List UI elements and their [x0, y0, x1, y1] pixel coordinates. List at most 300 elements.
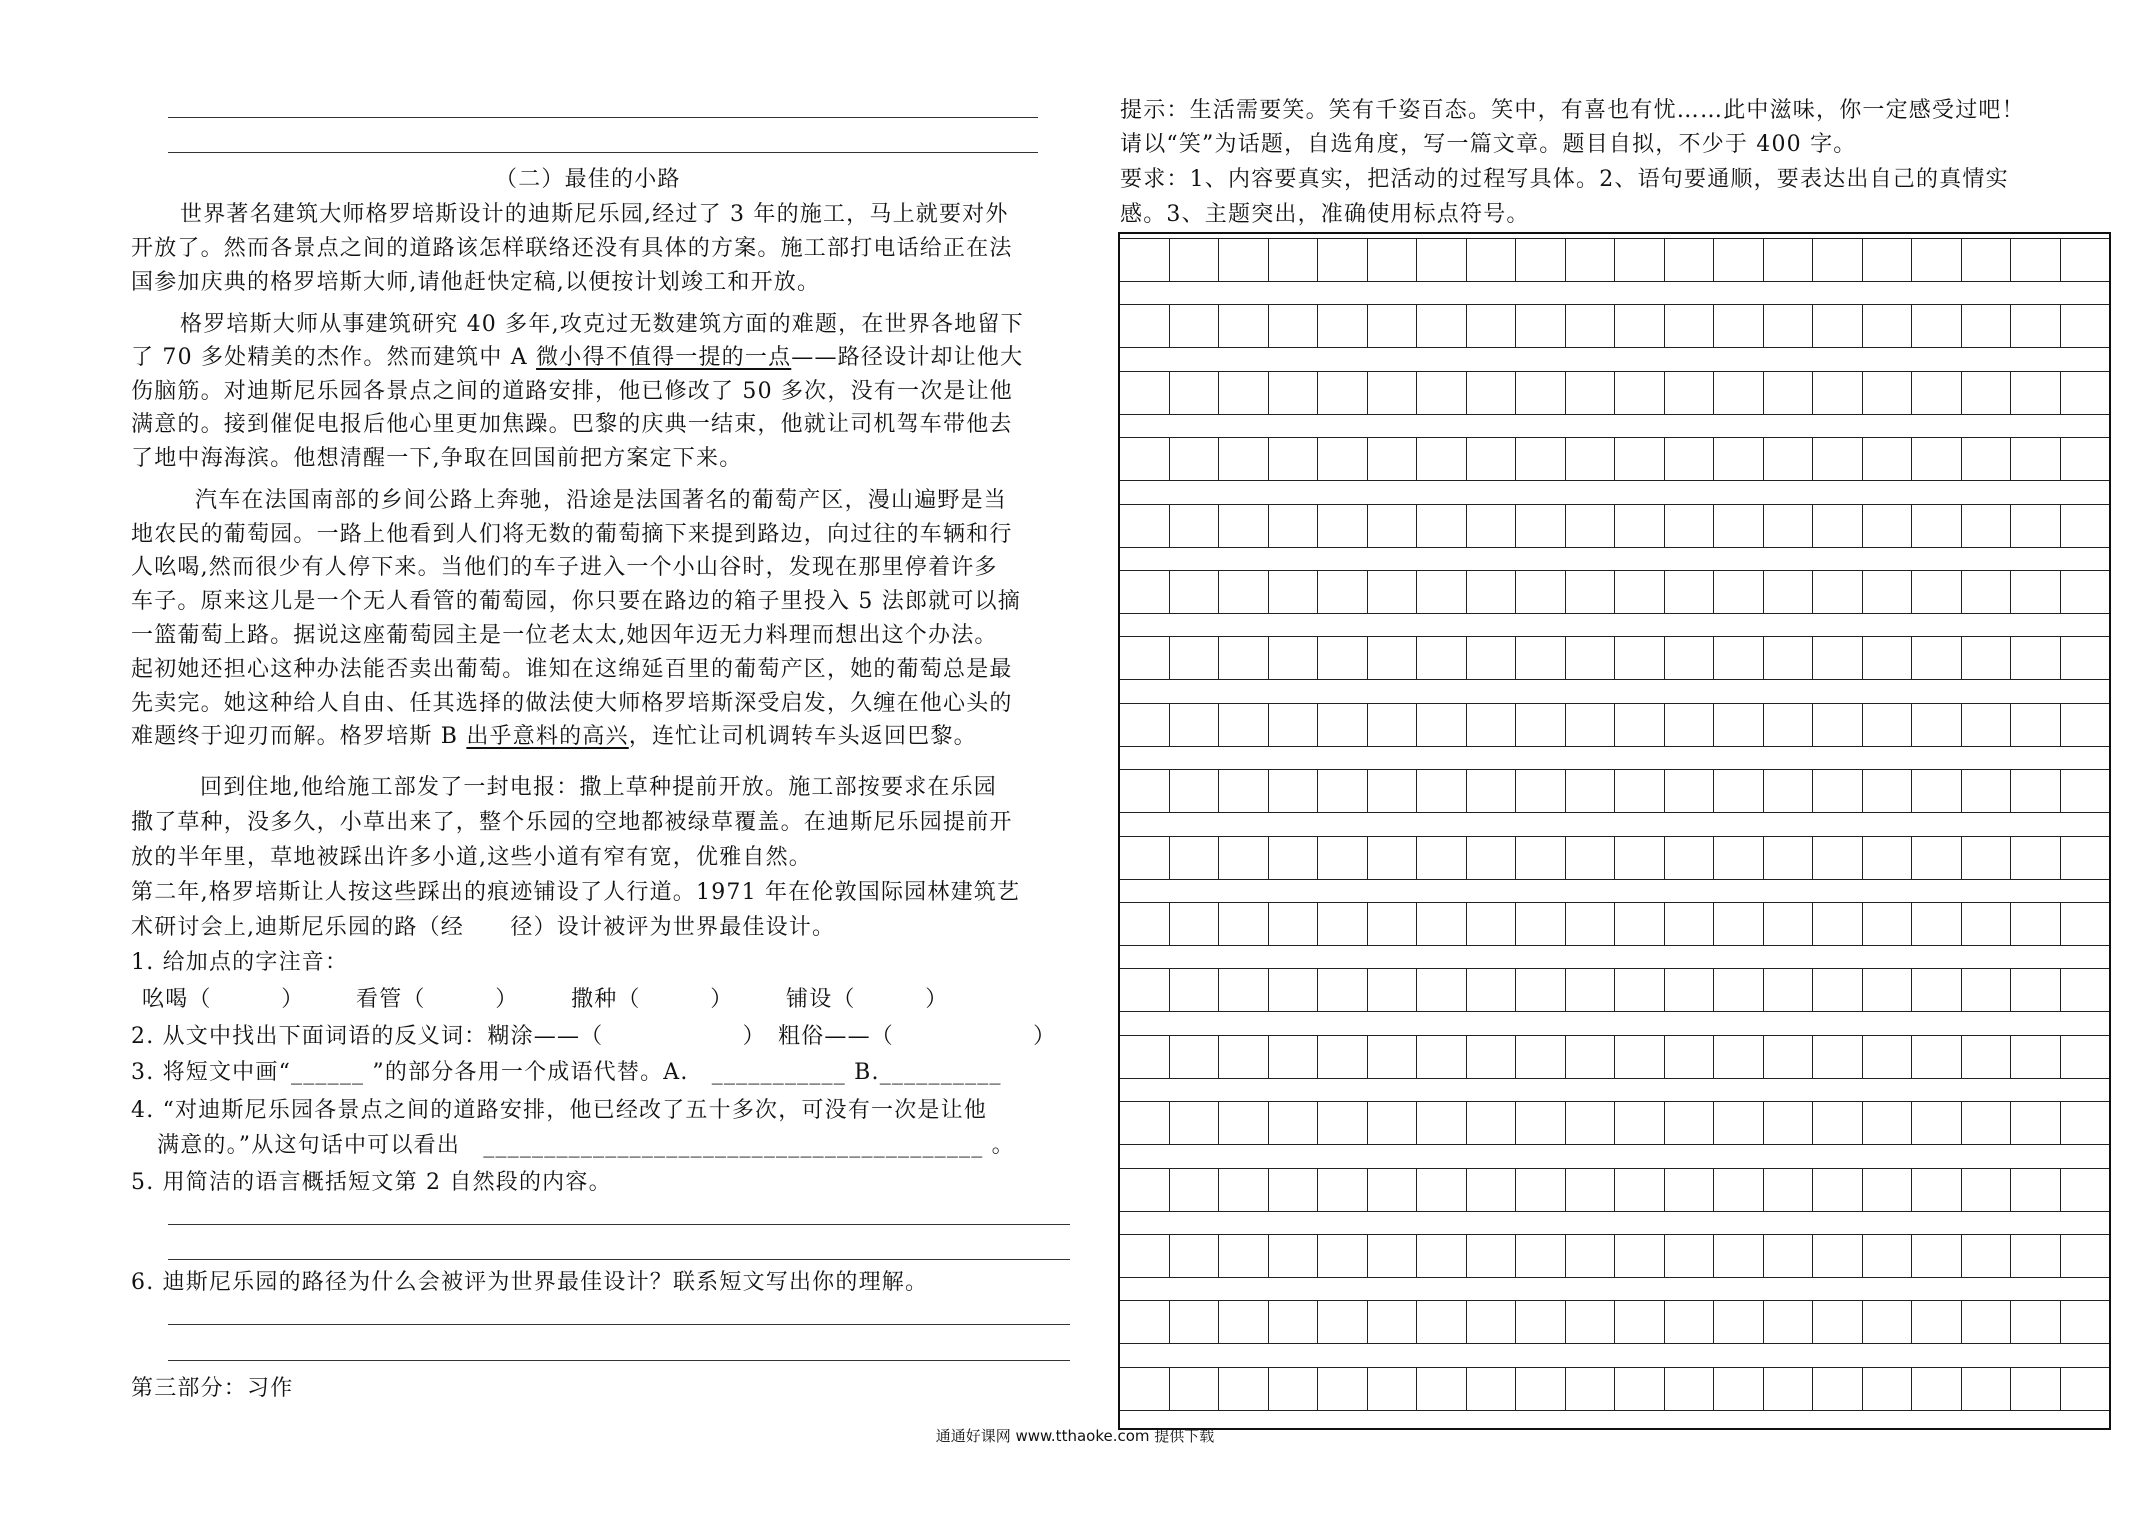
grid-cell[interactable]: [1962, 836, 2012, 880]
grid-row[interactable]: [1120, 1035, 2109, 1079]
grid-cell[interactable]: [1764, 703, 1814, 747]
grid-cell[interactable]: [1962, 636, 2012, 680]
grid-cell[interactable]: [1566, 836, 1616, 880]
grid-cell[interactable]: [1665, 1367, 1715, 1411]
grid-cell[interactable]: [1665, 304, 1715, 348]
grid-cell[interactable]: [1714, 836, 1764, 880]
grid-cell[interactable]: [1120, 703, 1170, 747]
grid-cell[interactable]: [1566, 1300, 1616, 1344]
grid-cell[interactable]: [1566, 1101, 1616, 1145]
grid-cell[interactable]: [1615, 570, 1665, 614]
grid-cell[interactable]: [1615, 769, 1665, 813]
grid-cell[interactable]: [1219, 703, 1269, 747]
grid-cell[interactable]: [1467, 1367, 1517, 1411]
grid-cell[interactable]: [1120, 836, 1170, 880]
grid-cell[interactable]: [1912, 836, 1962, 880]
grid-cell[interactable]: [1566, 1367, 1616, 1411]
grid-cell[interactable]: [1615, 437, 1665, 481]
grid-cell[interactable]: [1615, 902, 1665, 946]
grid-cell[interactable]: [1714, 968, 1764, 1012]
grid-cell[interactable]: [1863, 1101, 1913, 1145]
grid-cell[interactable]: [1714, 1300, 1764, 1344]
grid-cell[interactable]: [1813, 304, 1863, 348]
grid-cell[interactable]: [1318, 1035, 1368, 1079]
grid-cell[interactable]: [1170, 437, 1220, 481]
grid-cell[interactable]: [1120, 238, 1170, 282]
grid-cell[interactable]: [1566, 1035, 1616, 1079]
grid-cell[interactable]: [1269, 769, 1319, 813]
grid-cell[interactable]: [1962, 968, 2012, 1012]
grid-cell[interactable]: [1318, 836, 1368, 880]
grid-cell[interactable]: [1863, 238, 1913, 282]
grid-cell[interactable]: [1714, 371, 1764, 415]
grid-cell[interactable]: [1566, 371, 1616, 415]
grid-cell[interactable]: [1962, 371, 2012, 415]
grid-cell[interactable]: [2011, 1234, 2061, 1278]
grid-cell[interactable]: [1467, 1035, 1517, 1079]
grid-cell[interactable]: [1318, 437, 1368, 481]
grid-cell[interactable]: [1962, 1168, 2012, 1212]
grid-cell[interactable]: [1170, 902, 1220, 946]
grid-cell[interactable]: [2061, 703, 2110, 747]
grid-cell[interactable]: [1417, 371, 1467, 415]
grid-cell[interactable]: [1318, 1168, 1368, 1212]
grid-cell[interactable]: [1912, 304, 1962, 348]
grid-cell[interactable]: [1269, 1168, 1319, 1212]
grid-cell[interactable]: [1467, 1300, 1517, 1344]
grid-cell[interactable]: [1318, 1367, 1368, 1411]
grid-cell[interactable]: [1863, 570, 1913, 614]
grid-cell[interactable]: [1665, 1035, 1715, 1079]
grid-cell[interactable]: [2061, 371, 2110, 415]
grid-cell[interactable]: [1219, 636, 1269, 680]
grid-cell[interactable]: [1219, 304, 1269, 348]
grid-cell[interactable]: [1863, 1300, 1913, 1344]
grid-row[interactable]: [1120, 570, 2109, 614]
grid-cell[interactable]: [1566, 1168, 1616, 1212]
grid-cell[interactable]: [2061, 570, 2110, 614]
grid-cell[interactable]: [1467, 304, 1517, 348]
grid-cell[interactable]: [1566, 238, 1616, 282]
grid-cell[interactable]: [1665, 437, 1715, 481]
grid-cell[interactable]: [1764, 836, 1814, 880]
grid-cell[interactable]: [1863, 1168, 1913, 1212]
grid-cell[interactable]: [1912, 1168, 1962, 1212]
grid-row[interactable]: [1120, 902, 2109, 946]
grid-cell[interactable]: [1665, 504, 1715, 548]
grid-cell[interactable]: [1714, 1367, 1764, 1411]
grid-cell[interactable]: [1566, 570, 1616, 614]
grid-cell[interactable]: [1714, 636, 1764, 680]
grid-cell[interactable]: [1219, 769, 1269, 813]
grid-cell[interactable]: [1467, 437, 1517, 481]
grid-cell[interactable]: [1665, 636, 1715, 680]
grid-cell[interactable]: [1615, 968, 1665, 1012]
grid-cell[interactable]: [1764, 769, 1814, 813]
grid-row[interactable]: [1120, 1168, 2109, 1212]
grid-cell[interactable]: [1417, 238, 1467, 282]
grid-cell[interactable]: [1912, 1035, 1962, 1079]
grid-row[interactable]: [1120, 504, 2109, 548]
grid-cell[interactable]: [1467, 968, 1517, 1012]
grid-cell[interactable]: [1318, 769, 1368, 813]
grid-cell[interactable]: [1764, 437, 1814, 481]
grid-cell[interactable]: [1170, 703, 1220, 747]
grid-cell[interactable]: [1516, 1234, 1566, 1278]
grid-cell[interactable]: [1368, 570, 1418, 614]
grid-cell[interactable]: [1665, 968, 1715, 1012]
grid-cell[interactable]: [1219, 1168, 1269, 1212]
grid-cell[interactable]: [1962, 304, 2012, 348]
grid-cell[interactable]: [1318, 1101, 1368, 1145]
grid-row[interactable]: [1120, 1300, 2109, 1344]
question-4-line-2[interactable]: 满意的。”从这句话中可以看出 _________________________________________ 。: [157, 1133, 1015, 1158]
grid-cell[interactable]: [1368, 703, 1418, 747]
grid-row[interactable]: [1120, 968, 2109, 1012]
grid-row[interactable]: [1120, 703, 2109, 747]
grid-cell[interactable]: [1962, 1035, 2012, 1079]
grid-cell[interactable]: [1318, 304, 1368, 348]
grid-cell[interactable]: [1863, 1234, 1913, 1278]
grid-cell[interactable]: [1665, 1300, 1715, 1344]
grid-cell[interactable]: [2011, 1300, 2061, 1344]
grid-cell[interactable]: [1318, 570, 1368, 614]
grid-cell[interactable]: [1467, 570, 1517, 614]
grid-cell[interactable]: [1665, 703, 1715, 747]
grid-cell[interactable]: [2011, 570, 2061, 614]
grid-cell[interactable]: [1269, 902, 1319, 946]
grid-cell[interactable]: [1368, 1234, 1418, 1278]
grid-cell[interactable]: [1219, 371, 1269, 415]
grid-cell[interactable]: [1516, 371, 1566, 415]
grid-cell[interactable]: [1962, 1101, 2012, 1145]
grid-cell[interactable]: [1368, 371, 1418, 415]
grid-row[interactable]: [1120, 304, 2109, 348]
grid-cell[interactable]: [2061, 968, 2110, 1012]
grid-cell[interactable]: [1863, 1367, 1913, 1411]
grid-cell[interactable]: [2061, 1168, 2110, 1212]
grid-cell[interactable]: [1813, 504, 1863, 548]
grid-cell[interactable]: [1863, 1035, 1913, 1079]
grid-cell[interactable]: [1120, 504, 1170, 548]
grid-cell[interactable]: [1170, 304, 1220, 348]
grid-cell[interactable]: [1813, 371, 1863, 415]
grid-cell[interactable]: [1467, 1168, 1517, 1212]
grid-cell[interactable]: [1516, 437, 1566, 481]
grid-cell[interactable]: [1368, 902, 1418, 946]
grid-cell[interactable]: [1813, 570, 1863, 614]
grid-cell[interactable]: [1417, 902, 1467, 946]
grid-cell[interactable]: [1566, 902, 1616, 946]
grid-cell[interactable]: [1170, 504, 1220, 548]
grid-cell[interactable]: [1417, 1101, 1467, 1145]
grid-cell[interactable]: [1863, 636, 1913, 680]
grid-cell[interactable]: [1813, 636, 1863, 680]
q5-answer-line-1[interactable]: [168, 1224, 1070, 1225]
grid-cell[interactable]: [1219, 437, 1269, 481]
grid-cell[interactable]: [1863, 504, 1913, 548]
grid-cell[interactable]: [1665, 1168, 1715, 1212]
grid-cell[interactable]: [1714, 1234, 1764, 1278]
grid-cell[interactable]: [1813, 769, 1863, 813]
grid-cell[interactable]: [1120, 437, 1170, 481]
grid-cell[interactable]: [2011, 902, 2061, 946]
grid-cell[interactable]: [2011, 1168, 2061, 1212]
grid-row[interactable]: [1120, 769, 2109, 813]
grid-cell[interactable]: [1912, 1234, 1962, 1278]
grid-cell[interactable]: [1863, 703, 1913, 747]
grid-row[interactable]: [1120, 836, 2109, 880]
grid-cell[interactable]: [1269, 1300, 1319, 1344]
grid-cell[interactable]: [1120, 304, 1170, 348]
grid-cell[interactable]: [1764, 304, 1814, 348]
grid-cell[interactable]: [1615, 1035, 1665, 1079]
grid-cell[interactable]: [1764, 1168, 1814, 1212]
grid-cell[interactable]: [1566, 504, 1616, 548]
grid-cell[interactable]: [1714, 1035, 1764, 1079]
grid-cell[interactable]: [1120, 636, 1170, 680]
grid-cell[interactable]: [1219, 836, 1269, 880]
answer-line-top-1[interactable]: [168, 117, 1038, 118]
grid-cell[interactable]: [1170, 636, 1220, 680]
grid-cell[interactable]: [1962, 238, 2012, 282]
grid-cell[interactable]: [1417, 304, 1467, 348]
grid-cell[interactable]: [1269, 703, 1319, 747]
grid-cell[interactable]: [1318, 968, 1368, 1012]
grid-cell[interactable]: [2061, 1101, 2110, 1145]
grid-cell[interactable]: [1566, 769, 1616, 813]
grid-cell[interactable]: [1615, 304, 1665, 348]
grid-cell[interactable]: [1912, 238, 1962, 282]
grid-cell[interactable]: [1170, 769, 1220, 813]
grid-cell[interactable]: [1665, 1234, 1715, 1278]
grid-cell[interactable]: [1219, 504, 1269, 548]
grid-cell[interactable]: [1912, 1367, 1962, 1411]
grid-cell[interactable]: [1665, 371, 1715, 415]
grid-cell[interactable]: [1467, 902, 1517, 946]
grid-cell[interactable]: [1962, 570, 2012, 614]
grid-cell[interactable]: [1269, 570, 1319, 614]
grid-cell[interactable]: [1665, 238, 1715, 282]
grid-cell[interactable]: [1714, 769, 1764, 813]
grid-cell[interactable]: [1863, 371, 1913, 415]
grid-cell[interactable]: [2011, 636, 2061, 680]
composition-grid[interactable]: [1118, 232, 2111, 1430]
grid-cell[interactable]: [2061, 1035, 2110, 1079]
grid-cell[interactable]: [1170, 1367, 1220, 1411]
grid-cell[interactable]: [1912, 504, 1962, 548]
grid-cell[interactable]: [1467, 1234, 1517, 1278]
grid-cell[interactable]: [1120, 570, 1170, 614]
grid-cell[interactable]: [1615, 238, 1665, 282]
grid-cell[interactable]: [1269, 1234, 1319, 1278]
grid-cell[interactable]: [1219, 1101, 1269, 1145]
grid-cell[interactable]: [1962, 769, 2012, 813]
grid-cell[interactable]: [1813, 703, 1863, 747]
answer-line-top-2[interactable]: [168, 152, 1038, 153]
grid-cell[interactable]: [1813, 1300, 1863, 1344]
grid-cell[interactable]: [1516, 636, 1566, 680]
grid-cell[interactable]: [1813, 1168, 1863, 1212]
grid-cell[interactable]: [1516, 1035, 1566, 1079]
grid-cell[interactable]: [1615, 371, 1665, 415]
grid-cell[interactable]: [1714, 1168, 1764, 1212]
grid-cell[interactable]: [2061, 836, 2110, 880]
grid-cell[interactable]: [1269, 238, 1319, 282]
grid-cell[interactable]: [1615, 636, 1665, 680]
grid-cell[interactable]: [1417, 968, 1467, 1012]
grid-cell[interactable]: [1714, 1101, 1764, 1145]
grid-cell[interactable]: [1170, 836, 1220, 880]
grid-cell[interactable]: [1417, 636, 1467, 680]
grid-cell[interactable]: [1120, 1300, 1170, 1344]
grid-cell[interactable]: [1318, 636, 1368, 680]
grid-cell[interactable]: [1170, 1234, 1220, 1278]
grid-cell[interactable]: [1269, 968, 1319, 1012]
grid-cell[interactable]: [1813, 1367, 1863, 1411]
grid-cell[interactable]: [2011, 1035, 2061, 1079]
grid-row[interactable]: [1120, 437, 2109, 481]
grid-cell[interactable]: [1566, 968, 1616, 1012]
grid-cell[interactable]: [1269, 437, 1319, 481]
grid-cell[interactable]: [1912, 703, 1962, 747]
grid-cell[interactable]: [1615, 1234, 1665, 1278]
grid-cell[interactable]: [2011, 968, 2061, 1012]
grid-cell[interactable]: [1516, 570, 1566, 614]
grid-cell[interactable]: [1219, 902, 1269, 946]
grid-cell[interactable]: [1764, 1300, 1814, 1344]
q5-answer-line-2[interactable]: [168, 1259, 1070, 1260]
grid-cell[interactable]: [1665, 570, 1715, 614]
grid-cell[interactable]: [1566, 703, 1616, 747]
grid-cell[interactable]: [1368, 769, 1418, 813]
grid-cell[interactable]: [1813, 836, 1863, 880]
grid-cell[interactable]: [1417, 570, 1467, 614]
grid-cell[interactable]: [1269, 836, 1319, 880]
grid-cell[interactable]: [1368, 1367, 1418, 1411]
grid-row[interactable]: [1120, 1234, 2109, 1278]
grid-cell[interactable]: [1368, 968, 1418, 1012]
grid-cell[interactable]: [1170, 238, 1220, 282]
grid-cell[interactable]: [1764, 570, 1814, 614]
grid-cell[interactable]: [1368, 238, 1418, 282]
grid-cell[interactable]: [1368, 1168, 1418, 1212]
grid-cell[interactable]: [1764, 1101, 1814, 1145]
grid-cell[interactable]: [1615, 504, 1665, 548]
grid-cell[interactable]: [1368, 1035, 1418, 1079]
grid-cell[interactable]: [1962, 902, 2012, 946]
grid-cell[interactable]: [1368, 504, 1418, 548]
grid-cell[interactable]: [1467, 703, 1517, 747]
grid-cell[interactable]: [1912, 968, 1962, 1012]
grid-cell[interactable]: [1813, 968, 1863, 1012]
grid-cell[interactable]: [1170, 1035, 1220, 1079]
grid-cell[interactable]: [1615, 703, 1665, 747]
grid-cell[interactable]: [1170, 1168, 1220, 1212]
grid-cell[interactable]: [1962, 437, 2012, 481]
grid-cell[interactable]: [1219, 1035, 1269, 1079]
grid-cell[interactable]: [1417, 1367, 1467, 1411]
q1-item-1[interactable]: 吆喝（ ）: [142, 987, 305, 1012]
grid-cell[interactable]: [1863, 304, 1913, 348]
grid-cell[interactable]: [1665, 1101, 1715, 1145]
grid-cell[interactable]: [1120, 371, 1170, 415]
grid-cell[interactable]: [2011, 371, 2061, 415]
grid-cell[interactable]: [1219, 968, 1269, 1012]
grid-cell[interactable]: [1962, 1367, 2012, 1411]
grid-cell[interactable]: [1714, 304, 1764, 348]
grid-cell[interactable]: [1516, 504, 1566, 548]
grid-cell[interactable]: [1764, 1234, 1814, 1278]
grid-cell[interactable]: [1120, 1101, 1170, 1145]
grid-cell[interactable]: [1467, 504, 1517, 548]
grid-cell[interactable]: [1417, 1234, 1467, 1278]
grid-cell[interactable]: [1120, 1168, 1170, 1212]
grid-cell[interactable]: [1566, 437, 1616, 481]
grid-cell[interactable]: [1417, 1168, 1467, 1212]
grid-cell[interactable]: [1318, 238, 1368, 282]
grid-cell[interactable]: [1764, 636, 1814, 680]
grid-cell[interactable]: [1516, 1367, 1566, 1411]
grid-cell[interactable]: [1863, 902, 1913, 946]
grid-cell[interactable]: [1962, 703, 2012, 747]
grid-cell[interactable]: [1318, 1300, 1368, 1344]
grid-cell[interactable]: [1714, 238, 1764, 282]
grid-cell[interactable]: [1962, 504, 2012, 548]
grid-cell[interactable]: [1962, 1234, 2012, 1278]
grid-cell[interactable]: [1368, 437, 1418, 481]
grid-cell[interactable]: [1170, 1300, 1220, 1344]
grid-cell[interactable]: [1417, 836, 1467, 880]
grid-cell[interactable]: [1615, 1367, 1665, 1411]
grid-cell[interactable]: [1764, 238, 1814, 282]
grid-cell[interactable]: [2061, 238, 2110, 282]
grid-cell[interactable]: [1516, 968, 1566, 1012]
grid-cell[interactable]: [1615, 1168, 1665, 1212]
grid-cell[interactable]: [1417, 504, 1467, 548]
grid-cell[interactable]: [1714, 504, 1764, 548]
grid-cell[interactable]: [1269, 371, 1319, 415]
grid-row[interactable]: [1120, 1367, 2109, 1411]
grid-cell[interactable]: [1516, 1168, 1566, 1212]
grid-cell[interactable]: [1170, 371, 1220, 415]
grid-cell[interactable]: [1318, 504, 1368, 548]
grid-cell[interactable]: [1566, 1234, 1616, 1278]
grid-cell[interactable]: [1269, 1035, 1319, 1079]
grid-cell[interactable]: [1912, 371, 1962, 415]
grid-cell[interactable]: [2011, 504, 2061, 548]
grid-cell[interactable]: [2011, 703, 2061, 747]
grid-cell[interactable]: [1170, 570, 1220, 614]
grid-cell[interactable]: [2061, 902, 2110, 946]
question-3[interactable]: 3. 将短文中画“______ ”的部分各用一个成语代替。A. ___________ B.__________: [131, 1060, 1002, 1085]
grid-cell[interactable]: [1467, 636, 1517, 680]
grid-cell[interactable]: [1615, 836, 1665, 880]
grid-cell[interactable]: [2061, 1367, 2110, 1411]
grid-cell[interactable]: [1516, 1300, 1566, 1344]
grid-cell[interactable]: [1863, 437, 1913, 481]
grid-cell[interactable]: [1764, 1367, 1814, 1411]
q1-item-2[interactable]: 看管（ ）: [356, 987, 519, 1012]
grid-cell[interactable]: [1912, 570, 1962, 614]
grid-cell[interactable]: [1912, 902, 1962, 946]
q6-answer-line-1[interactable]: [168, 1324, 1070, 1325]
grid-row[interactable]: [1120, 636, 2109, 680]
grid-row[interactable]: [1120, 1101, 2109, 1145]
grid-cell[interactable]: [1269, 504, 1319, 548]
grid-cell[interactable]: [1120, 902, 1170, 946]
grid-cell[interactable]: [2061, 1300, 2110, 1344]
